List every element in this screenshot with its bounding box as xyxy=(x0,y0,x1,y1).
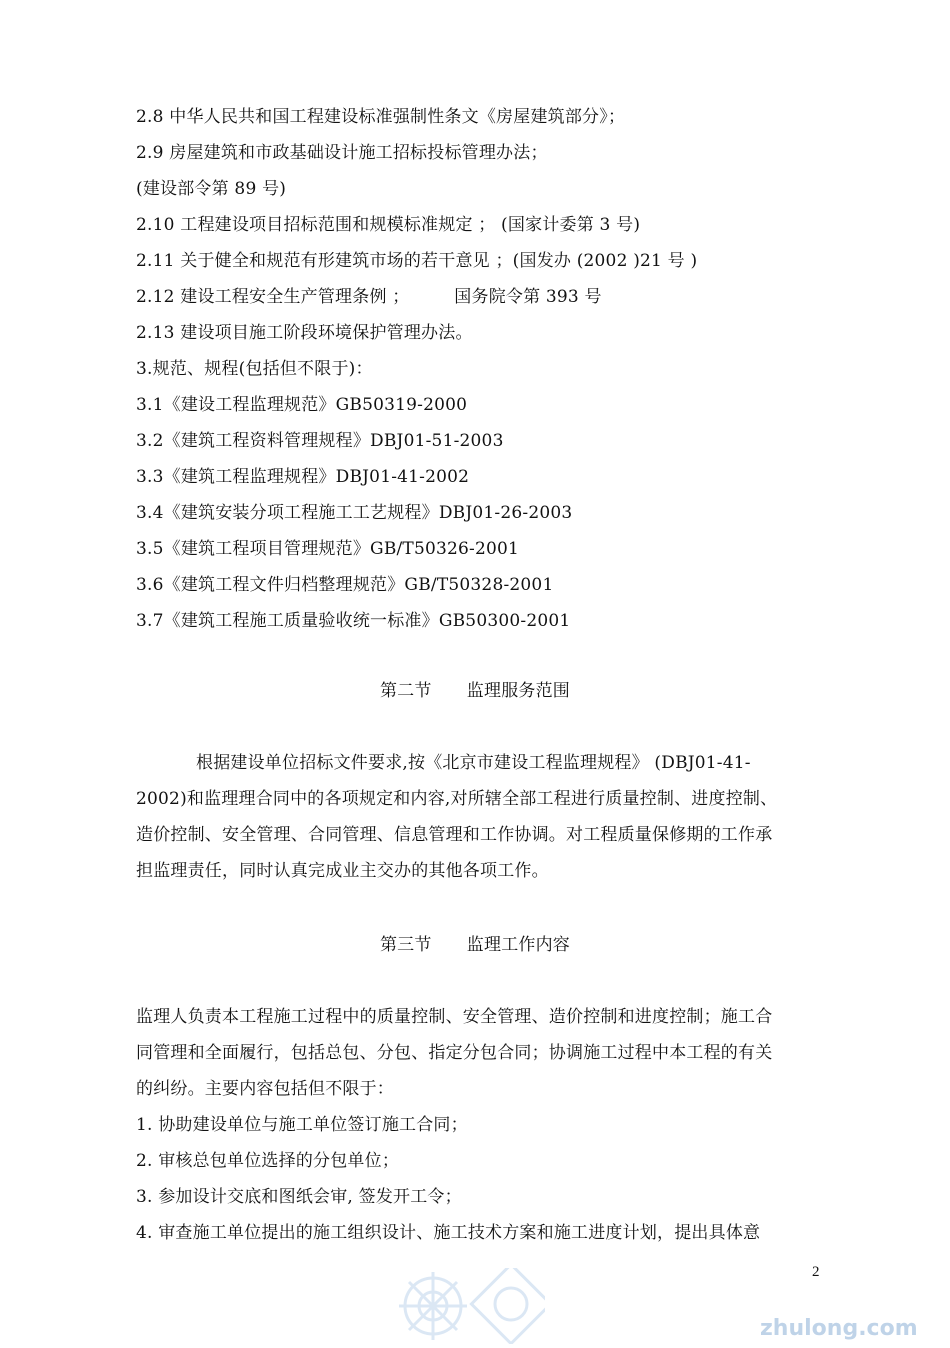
regulation-line-2-12: 2.12 建设工程安全生产管理条例 ； 国务院令第 393 号 xyxy=(136,287,602,307)
regulation-line-2-10: 2.10 工程建设项目招标范围和规模标准规定 ； (国家计委第 3 号) xyxy=(136,215,641,235)
standard-line-3-1: 3.1《建设工程监理规范》GB50319-2000 xyxy=(136,395,468,415)
duty-item-4: 4. 审查施工单位提出的施工组织设计、施工技术方案和施工进度计划，提出具体意 xyxy=(136,1223,761,1243)
section-3-line-1: 监理人负责本工程施工过程中的质量控制、安全管理、造价控制和进度控制；施工合 xyxy=(136,1007,773,1027)
section-2-paragraph-line-3: 造价控制、安全管理、合同管理、信息管理和工作协调。对工程质量保修期的工作承 xyxy=(136,825,773,845)
standard-line-3-5: 3.5《建筑工程项目管理规范》GB/T50326-2001 xyxy=(136,539,520,559)
standard-line-3-6: 3.6《建筑工程文件归档整理规范》GB/T50328-2001 xyxy=(136,575,554,595)
duty-item-2: 2. 审核总包单位选择的分包单位； xyxy=(136,1151,400,1171)
snowflake-logo-icon xyxy=(395,1268,545,1348)
section-2-paragraph-line-2: 2002)和监理理合同中的各项规定和内容,对所辖全部工程进行质量控制、进度控制、 xyxy=(136,789,778,809)
regulation-line-2-9: 2.9 房屋建筑和市政基础设计施工招标投标管理办法； xyxy=(136,143,548,163)
section-3-heading: 第三节 监理工作内容 xyxy=(379,935,570,955)
duty-item-1: 1. 协助建设单位与施工单位签订施工合同； xyxy=(136,1115,468,1135)
standard-line-3-4: 3.4《建筑安装分项工程施工工艺规程》DBJ01-26-2003 xyxy=(136,503,573,523)
regulation-line-2-13: 2.13 建设项目施工阶段环境保护管理办法。 xyxy=(136,323,473,343)
regulation-line-2-8: 2.8 中华人民共和国工程建设标准强制性条文《房屋建筑部分》； xyxy=(136,107,626,127)
section-3-line-2: 同管理和全面履行，包括总包、分包、指定分包合同；协调施工过程中本工程的有关 xyxy=(136,1043,773,1063)
section-2-paragraph-line-4: 担监理责任，同时认真完成业主交办的其他各项工作。 xyxy=(136,861,549,881)
standard-line-3-2: 3.2《建筑工程资料管理规程》DBJ01-51-2003 xyxy=(136,431,504,451)
watermark-site: zhulong.com xyxy=(760,1316,918,1341)
standard-line-3-7: 3.7《建筑工程施工质量验收统一标准》GB50300-2001 xyxy=(136,611,571,631)
section-2-paragraph-line-1: 根据建设单位招标文件要求,按《北京市建设工程监理规程》 (DBJ01-41- xyxy=(196,753,751,773)
standard-line-3-3: 3.3《建筑工程监理规程》DBJ01-41-2002 xyxy=(136,467,470,487)
page-number: 2 xyxy=(812,1264,820,1280)
section-3-line-3: 的纠纷。主要内容包括但不限于： xyxy=(136,1079,394,1099)
standards-heading: 3.规范、规程(包括但不限于)： xyxy=(136,359,373,379)
regulation-line-2-9-note: (建设部令第 89 号) xyxy=(136,179,287,199)
duty-item-3: 3. 参加设计交底和图纸会审, 签发开工令； xyxy=(136,1187,462,1207)
regulation-line-2-11: 2.11 关于健全和规范有形建筑市场的若干意见 ；(国发办 (2002 )21 号 ) xyxy=(136,251,698,271)
section-2-heading: 第二节 监理服务范围 xyxy=(379,681,570,701)
